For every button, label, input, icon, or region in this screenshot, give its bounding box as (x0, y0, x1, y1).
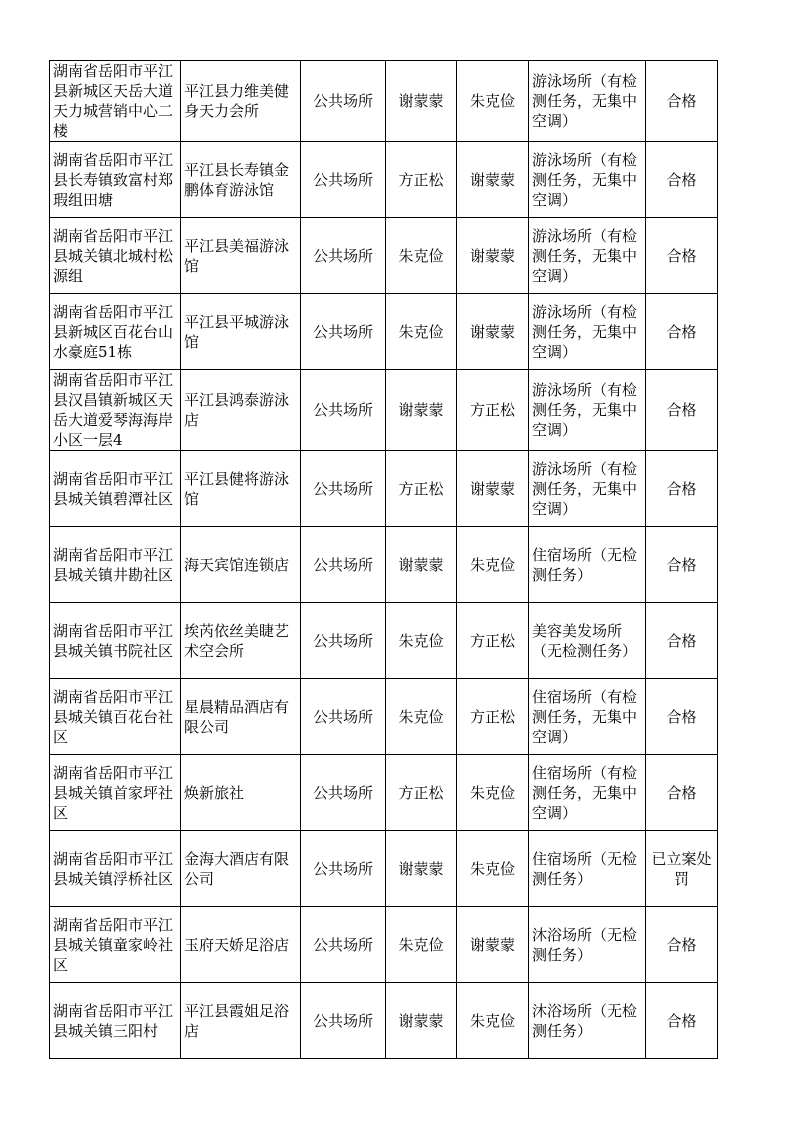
table-row (50, 61, 718, 142)
inspector1-cell: 谢蒙蒙 (386, 527, 457, 603)
result-cell: 合格 (646, 451, 718, 527)
category-cell: 公共场所 (301, 603, 386, 679)
category-cell: 公共场所 (301, 679, 386, 755)
type-cell: 住宿场所（无检测任务） (529, 527, 646, 603)
type-cell: 沐浴场所（无检测任务） (529, 983, 646, 1059)
address-cell: 湖南省岳阳市平江县城关镇浮桥社区 (50, 831, 181, 907)
inspector1-cell: 谢蒙蒙 (386, 370, 457, 451)
table-row (50, 142, 718, 218)
inspector1-cell: 方正松 (386, 142, 457, 218)
inspector2-cell: 谢蒙蒙 (457, 907, 529, 983)
type-cell: 住宿场所（有检测任务，无集中空调） (529, 679, 646, 755)
name-cell: 海天宾馆连锁店 (181, 527, 301, 603)
type-cell: 游泳场所（有检测任务，无集中空调） (529, 370, 646, 451)
address-cell: 湖南省岳阳市平江县新城区天岳大道天力城营销中心二楼 (50, 61, 181, 142)
table-row (50, 907, 718, 983)
category-cell: 公共场所 (301, 983, 386, 1059)
type-cell: 游泳场所（有检测任务，无集中空调） (529, 218, 646, 294)
table-row (50, 370, 718, 451)
inspector2-cell: 谢蒙蒙 (457, 218, 529, 294)
table-row (50, 218, 718, 294)
table-row (50, 679, 718, 755)
name-cell: 玉府天娇足浴店 (181, 907, 301, 983)
inspector1-cell: 朱克俭 (386, 218, 457, 294)
inspector1-cell: 方正松 (386, 451, 457, 527)
result-cell: 合格 (646, 294, 718, 370)
result-cell: 合格 (646, 603, 718, 679)
category-cell: 公共场所 (301, 218, 386, 294)
inspection-table (49, 60, 718, 1059)
type-cell: 游泳场所（有检测任务，无集中空调） (529, 294, 646, 370)
inspector1-cell: 朱克俭 (386, 603, 457, 679)
inspector2-cell: 谢蒙蒙 (457, 142, 529, 218)
table-row (50, 603, 718, 679)
address-cell: 湖南省岳阳市平江县长寿镇致富村郑瑕组田塘 (50, 142, 181, 218)
result-cell: 已立案处罚 (646, 831, 718, 907)
inspector2-cell: 朱克俭 (457, 831, 529, 907)
name-cell: 金海大酒店有限公司 (181, 831, 301, 907)
inspector2-cell: 朱克俭 (457, 61, 529, 142)
category-cell: 公共场所 (301, 755, 386, 831)
address-cell: 湖南省岳阳市平江县城关镇首家坪社区 (50, 755, 181, 831)
inspector2-cell: 谢蒙蒙 (457, 294, 529, 370)
category-cell: 公共场所 (301, 294, 386, 370)
name-cell: 焕新旅社 (181, 755, 301, 831)
address-cell: 湖南省岳阳市平江县新城区百花台山水豪庭51栋 (50, 294, 181, 370)
address-cell: 湖南省岳阳市平江县城关镇三阳村 (50, 983, 181, 1059)
result-cell: 合格 (646, 983, 718, 1059)
table-row (50, 294, 718, 370)
name-cell: 平江县平城游泳馆 (181, 294, 301, 370)
inspector1-cell: 朱克俭 (386, 679, 457, 755)
inspector1-cell: 谢蒙蒙 (386, 61, 457, 142)
type-cell: 游泳场所（有检测任务，无集中空调） (529, 142, 646, 218)
name-cell: 平江县长寿镇金鹏体育游泳馆 (181, 142, 301, 218)
table-row (50, 983, 718, 1059)
category-cell: 公共场所 (301, 142, 386, 218)
result-cell: 合格 (646, 755, 718, 831)
category-cell: 公共场所 (301, 831, 386, 907)
result-cell: 合格 (646, 142, 718, 218)
type-cell: 游泳场所（有检测任务，无集中空调） (529, 451, 646, 527)
result-cell: 合格 (646, 679, 718, 755)
inspector1-cell: 朱克俭 (386, 294, 457, 370)
address-cell: 湖南省岳阳市平江县城关镇童家岭社区 (50, 907, 181, 983)
table-row (50, 451, 718, 527)
category-cell: 公共场所 (301, 370, 386, 451)
inspector2-cell: 方正松 (457, 679, 529, 755)
address-cell: 湖南省岳阳市平江县城关镇百花台社区 (50, 679, 181, 755)
inspector2-cell: 朱克俭 (457, 527, 529, 603)
result-cell: 合格 (646, 907, 718, 983)
inspector1-cell: 朱克俭 (386, 907, 457, 983)
address-cell: 湖南省岳阳市平江县城关镇碧潭社区 (50, 451, 181, 527)
inspector2-cell: 方正松 (457, 370, 529, 451)
result-cell: 合格 (646, 527, 718, 603)
inspector2-cell: 谢蒙蒙 (457, 451, 529, 527)
result-cell: 合格 (646, 61, 718, 142)
address-cell: 湖南省岳阳市平江县城关镇北城村松源组 (50, 218, 181, 294)
type-cell: 美容美发场所（无检测任务） (529, 603, 646, 679)
table-row (50, 527, 718, 603)
name-cell: 平江县健将游泳馆 (181, 451, 301, 527)
type-cell: 住宿场所（有检测任务，无集中空调） (529, 755, 646, 831)
type-cell: 游泳场所（有检测任务，无集中空调） (529, 61, 646, 142)
table-body (50, 61, 718, 1059)
category-cell: 公共场所 (301, 907, 386, 983)
table-row (50, 755, 718, 831)
result-cell: 合格 (646, 370, 718, 451)
result-cell: 合格 (646, 218, 718, 294)
inspector2-cell: 朱克俭 (457, 983, 529, 1059)
name-cell: 埃芮依丝美睫艺术空会所 (181, 603, 301, 679)
table-row (50, 831, 718, 907)
category-cell: 公共场所 (301, 61, 386, 142)
inspector1-cell: 谢蒙蒙 (386, 983, 457, 1059)
name-cell: 平江县鸿泰游泳店 (181, 370, 301, 451)
name-cell: 星晨精品酒店有限公司 (181, 679, 301, 755)
name-cell: 平江县霞姐足浴店 (181, 983, 301, 1059)
inspector1-cell: 方正松 (386, 755, 457, 831)
category-cell: 公共场所 (301, 527, 386, 603)
address-cell: 湖南省岳阳市平江县城关镇井勘社区 (50, 527, 181, 603)
address-cell: 湖南省岳阳市平江县城关镇书院社区 (50, 603, 181, 679)
inspector2-cell: 朱克俭 (457, 755, 529, 831)
name-cell: 平江县力维美健身天力会所 (181, 61, 301, 142)
inspector1-cell: 谢蒙蒙 (386, 831, 457, 907)
type-cell: 住宿场所（无检测任务） (529, 831, 646, 907)
type-cell: 沐浴场所（无检测任务） (529, 907, 646, 983)
inspector2-cell: 方正松 (457, 603, 529, 679)
address-cell: 湖南省岳阳市平江县汉昌镇新城区天岳大道爱琴海海岸小区一层4 (50, 370, 181, 451)
name-cell: 平江县美福游泳馆 (181, 218, 301, 294)
category-cell: 公共场所 (301, 451, 386, 527)
